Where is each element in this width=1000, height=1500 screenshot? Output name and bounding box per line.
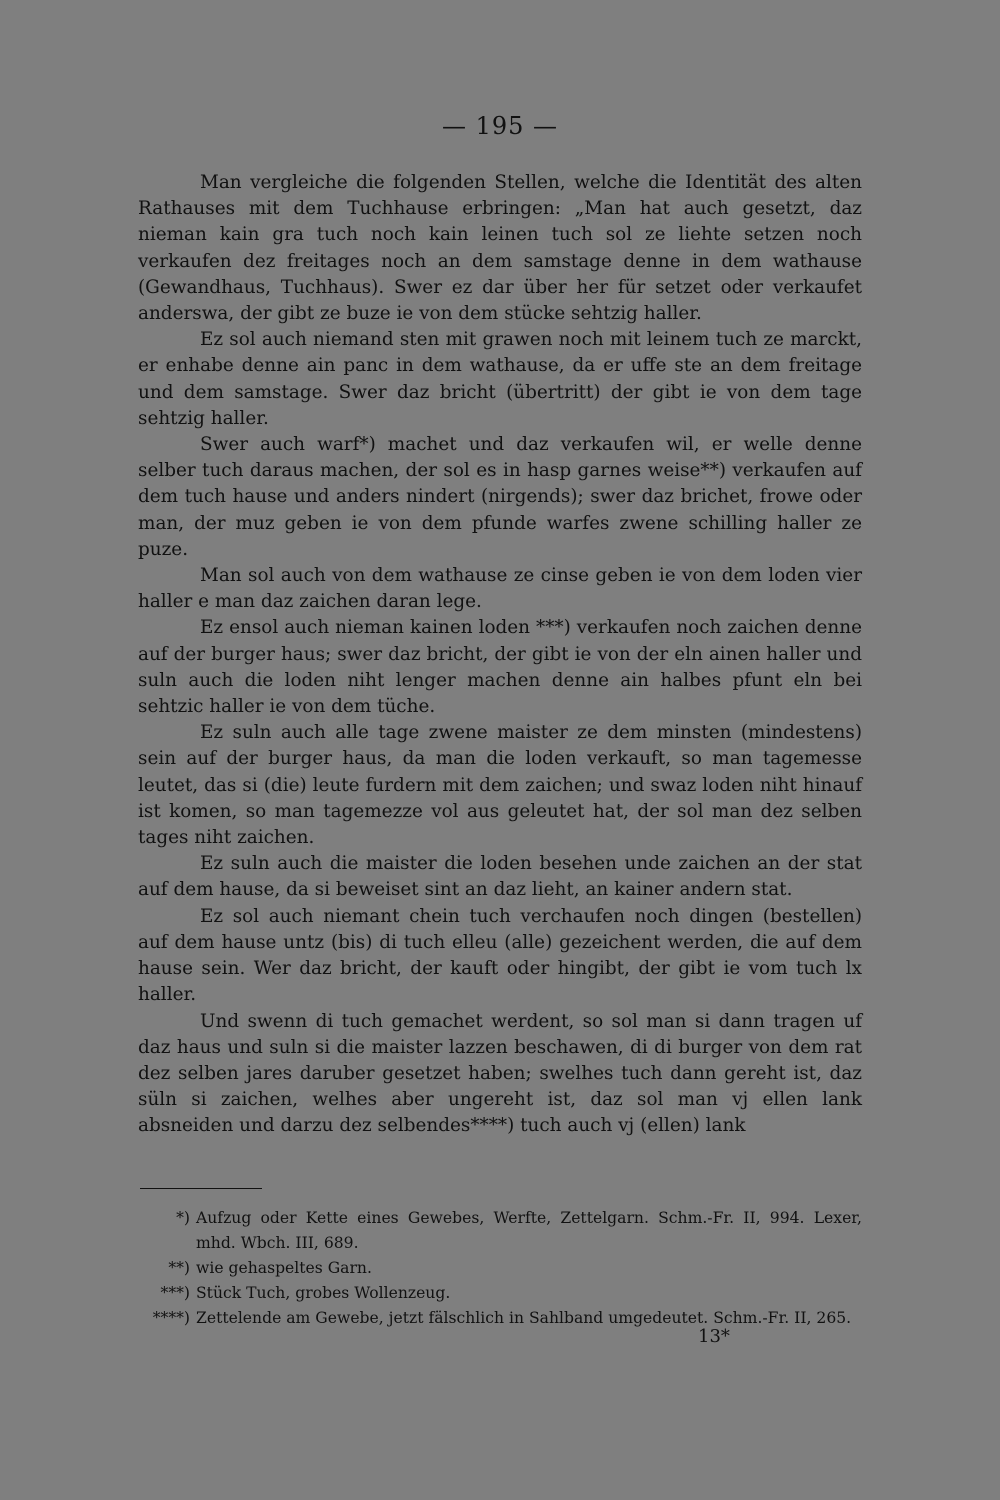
paragraph-5: Ez ensol auch nieman kainen loden ***) verkaufen noch zaichen denne auf der burger haus; swer daz bricht, der gibt ie von der eln ainen haller und suln auch die loden niht lenger machen denne ain halbes pfunt eln bei sehtzic haller ie von dem tüche. [138, 617, 862, 718]
footnote-2 [138, 1256, 862, 1281]
paragraph-9: Und swenn di tuch gemachet werdent, so sol man si dann tragen uf daz haus und suln si die maister lazzen beschawen, di di burger von dem rat dez selben jares daruber gesetzet haben; swelhes tuch dann gereht ist, daz süln si zaichen, welhes aber ungereht ist, daz sol man vj ellen lank absneiden und darzu dez selbendes****) tuch auch vj (ellen) lank [138, 1010, 862, 1137]
footnote-text: Aufzug oder Kette eines Gewebes, Werfte, Zettelgarn. Schm.-Fr. II, 994. Lexer, mhd. Wbch. III, 689. [196, 1209, 862, 1252]
page-number: — 195 — [441, 112, 559, 140]
footnote-marker: ***) [160, 1284, 190, 1302]
footnote-divider [140, 1188, 262, 1189]
main-text [138, 170, 862, 1140]
paragraph-4: Man sol auch von dem wathause ze cinse geben ie von dem loden vier haller e man daz zaichen daran lege. [138, 565, 862, 613]
footnote-marker: **) [168, 1259, 190, 1277]
paragraph-8: Ez sol auch niemant chein tuch verchaufen noch dingen (bestellen) auf dem hause untz (bis) di tuch elleu (alle) gezeichent werden, die auf dem hause sein. Wer daz bricht, der kauft oder hingibt, der gibt ie vom tuch lx haller. [138, 905, 862, 1006]
footnote-1 [138, 1206, 862, 1256]
footnote-text: Zettelende am Gewebe, jetzt fälschlich in Sahlband umgedeutet. Schm.-Fr. II, 265. [196, 1309, 852, 1327]
footnote-3 [138, 1281, 862, 1306]
paragraph-1: Man vergleiche die folgenden Stellen, welche die Identität des alten Rathauses mit dem Tuchhause erbringen: „Man hat auch gesetzt, daz nieman kain gra tuch noch kain leinen tuch sol ze liehte setzen noch verkaufen dez freitages noch an dem samstage denne in dem wathause (Gewandhaus, Tuchhaus). Swer ez dar über her für setzet oder verkaufet anderswa, der gibt ze buze ie von dem stücke sehtzig haller. [138, 172, 862, 325]
paragraph-7: Ez suln auch die maister die loden besehen unde zaichen an der stat auf dem hause, da si beweiset sint an daz lieht, an kainer andern stat. [138, 853, 862, 901]
footnote-marker: ****) [152, 1309, 190, 1327]
paragraph-3: Swer auch warf*) machet und daz verkaufen wil, er welle denne selber tuch daraus machen, der sol es in hasp garnes weise**) verkaufen auf dem tuch hause und anders nindert (nirgends); swer daz brichet, frowe oder man, der muz geben ie von dem pfunde warfes zwene schilling haller ze puze. [138, 434, 862, 560]
footnote-text: Stück Tuch, grobes Wollenzeug. [196, 1284, 451, 1302]
footnote-text: wie gehaspeltes Garn. [196, 1259, 372, 1277]
footnote-marker: *) [176, 1209, 190, 1227]
footnotes [138, 1206, 862, 1331]
paragraph-2: Ez sol auch niemand sten mit grawen noch mit leinem tuch ze marckt, er enhabe denne ain panc in dem wathause, da er uffe ste an dem freitage und dem samstage. Swer daz bricht (übertritt) der gibt ie von dem tage sehtzig haller. [138, 329, 862, 429]
printer-signature: 13* [698, 1326, 730, 1347]
paragraph-6: Ez suln auch alle tage zwene maister ze dem minsten (mindestens) sein auf der burger haus, da man die loden verkauft, so man tagemesse leutet, das si (die) leute furdern mit dem zaichen; und swaz loden niht hinauf ist komen, so man tagemezze vol aus geleutet hat, der sol man dez selben tages niht zaichen. [138, 722, 862, 849]
footnote-4 [138, 1306, 862, 1331]
